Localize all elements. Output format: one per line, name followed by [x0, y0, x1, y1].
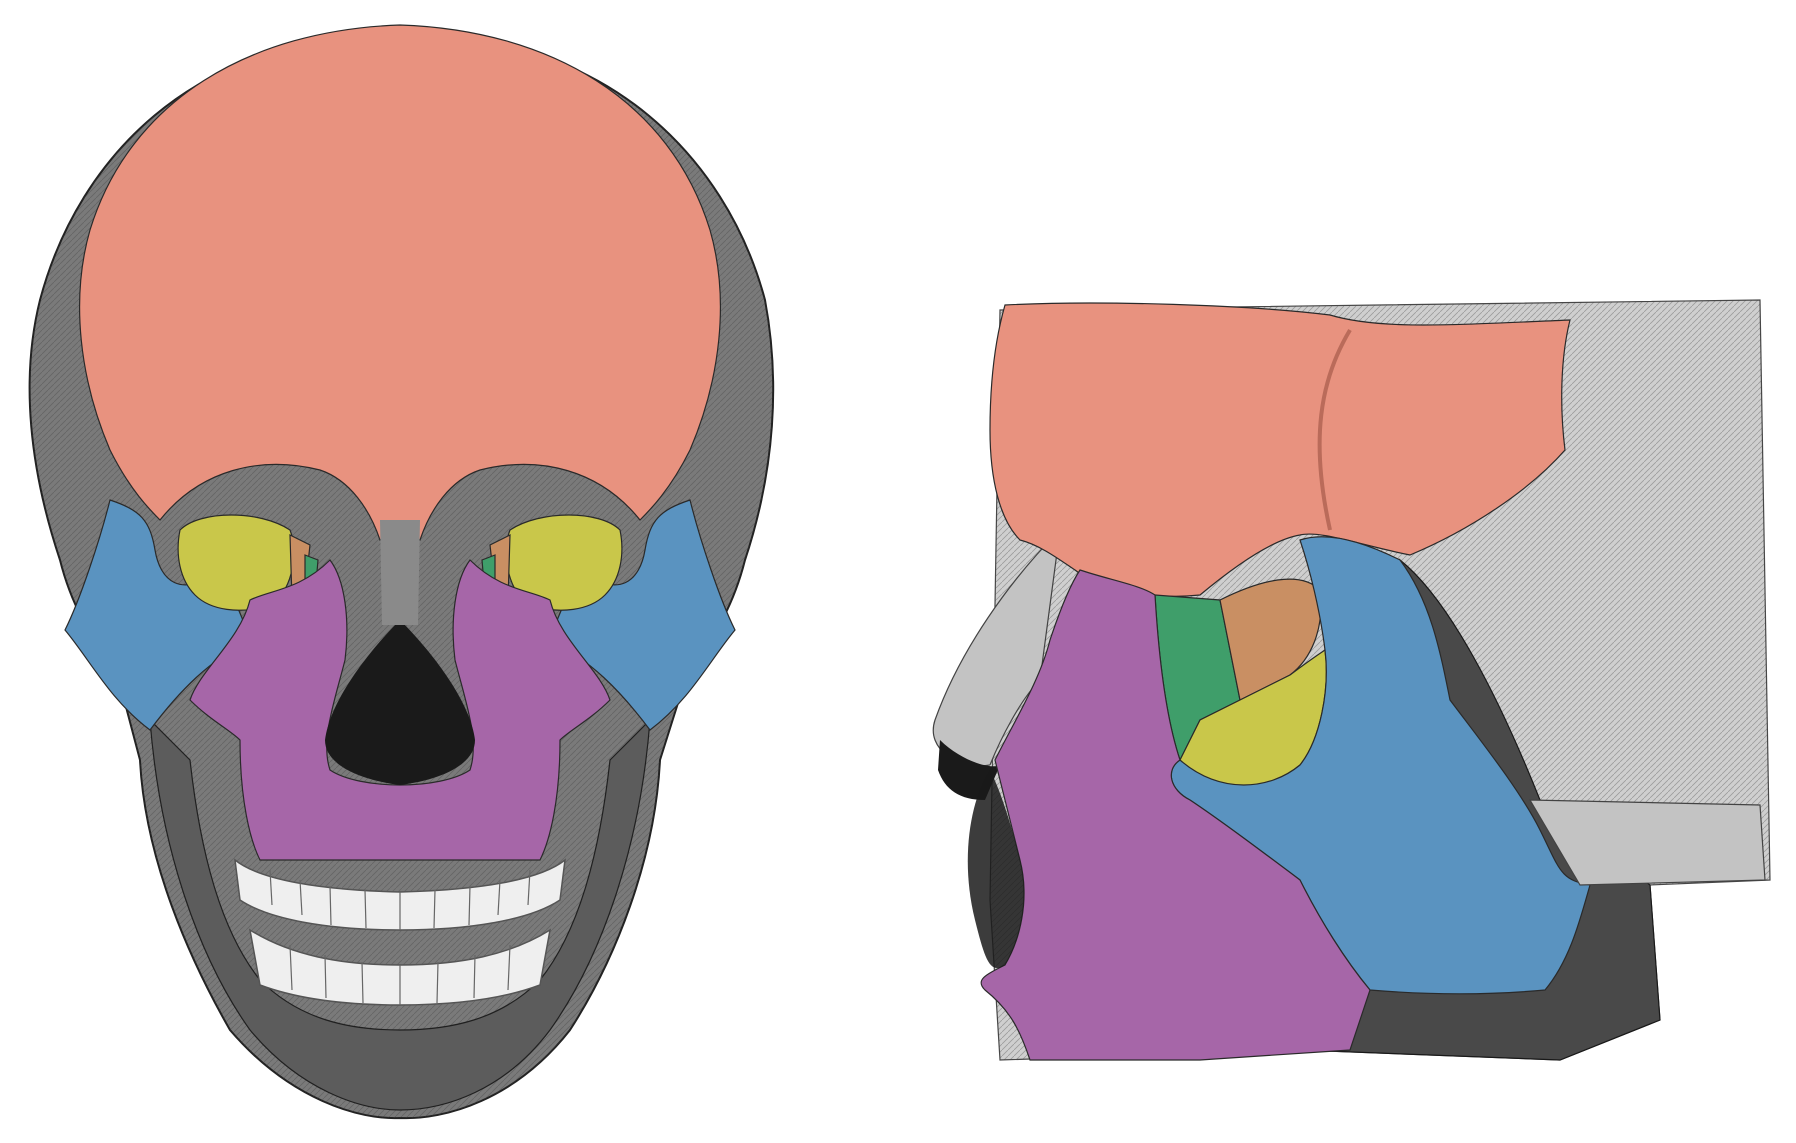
anterior-frontal-bone — [80, 25, 721, 540]
lateral-view — [933, 300, 1770, 1060]
anterior-nasal-bones — [380, 520, 420, 625]
anterior-view — [30, 25, 774, 1118]
